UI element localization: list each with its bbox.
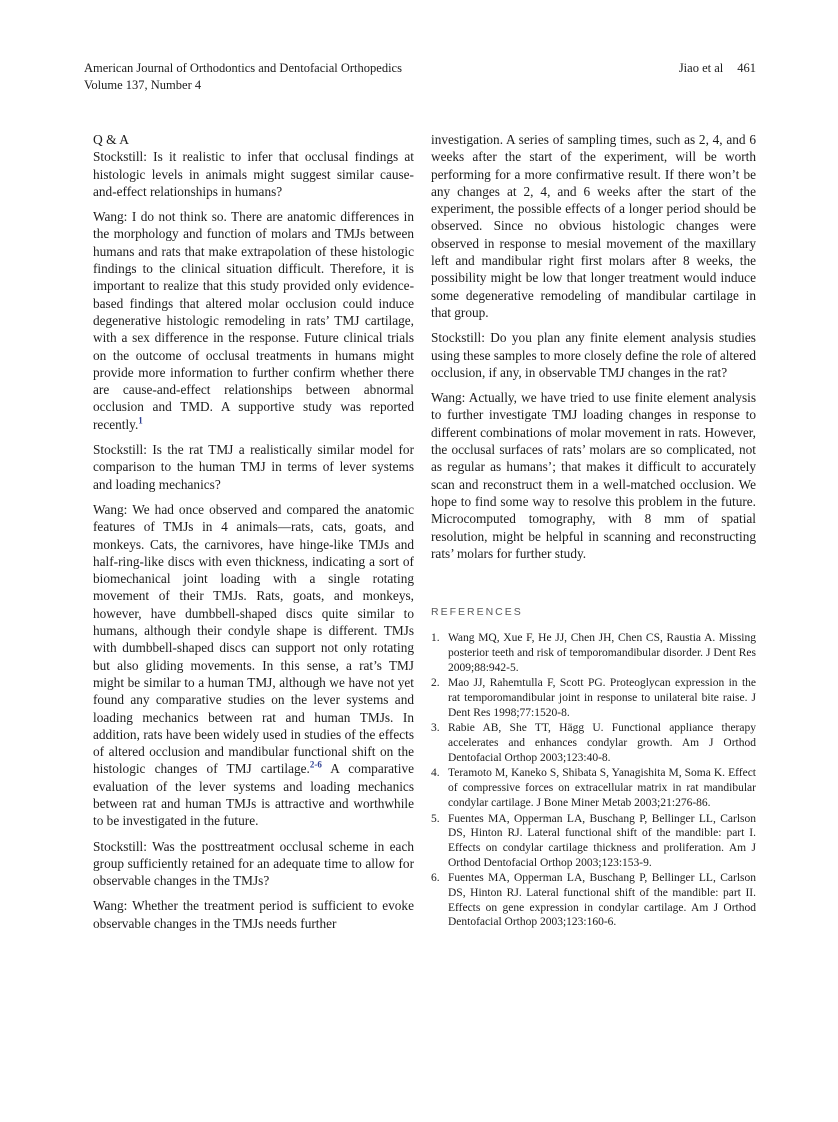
- question-paragraph: Stockstill: Do you plan any finite element analysis studies using these samples to more closely define the role of altered occlusion, if any, in observable TMJ changes in the rat?: [431, 330, 756, 380]
- references-heading: REFERENCES: [431, 606, 523, 619]
- answer-text: Wang: We had once observed and compared the anatomic features of TMJs in 4 animals—rats, cats, goats, and monkeys. Cats, the carnivores, have hinge-like TMJs and half-ring-like discs with even thickness, indicating a sort of biomechanical joint loading with a single rotating movement of their TMJs. Rats, goats, and monkeys, however, have dumbbell-shaped discs quite similar to humans, although their condyle shape is different. TMJs with dumbbell-shaped discs can support not only rotating but also gliding movements. In this sense, a rat’s TMJ might be similar to a human TMJ, although we have not yet found any comparative studies on the lever systems and loading mechanics between rat and human TMJs. In addition, rats have been widely used in studies of the effects of altered occlusion and mandibular functional shift on the histologic changes of TMJ cartilage.: [93, 501, 414, 777]
- answer-paragraph: [93, 208, 414, 433]
- running-head: [679, 60, 756, 77]
- page-header: [84, 60, 756, 93]
- answer-text: Wang: I do not think so. There are anatomic differences in the morphology and function of molars and TMJs between humans and rats that make extrapolation of these histologic findings to the clinical situation difficult. Therefore, it is important to realize that this study provided only evidence-based findings that altered molar occlusion could induce degenerative histologic remodeling in rats’ TMJ cartilage, with a sex difference in the response. Future clinical trials on the outcome of occlusal treatments in humans might provide more information to further confirm whether there are cause-and-effect relationships between abnormal occlusion and TMD. A supportive study was reported recently.: [93, 209, 414, 432]
- reference-text: Mao JJ, Rahemtulla F, Scott PG. Proteoglycan expression in the rat temporomandibular joint in response to unilateral bite raise. J Dent Res 1998;77:1520-8.: [448, 677, 756, 719]
- reference-item: [431, 871, 756, 930]
- page-number: 461: [737, 61, 756, 75]
- journal-title: American Journal of Orthodontics and Dentofacial Orthopedics: [84, 61, 402, 75]
- citation-link-1[interactable]: 1: [138, 415, 143, 426]
- answer-paragraph: [93, 501, 414, 830]
- reference-item: [431, 676, 756, 720]
- answer-paragraph: Wang: Actually, we have tried to use finite element analysis to further investigate TMJ loading changes in response to different combinations of molar movement in rats. However, the occlusal surfaces of rats’ molars are so complicated, not as regular as humans’; that makes it difficult to accurately scan and reconstruct them in a well-matched occlusion. We hope to find some way to resolve this problem in the future. Microcomputed tomography, with 8 mm of spatial resolution, might be helpful in scanning and reconstructing rats’ molars for further study.: [431, 390, 756, 561]
- reference-text: Fuentes MA, Opperman LA, Buschang P, Bellinger LL, Carlson DS, Hinton RJ. Lateral functional shift of the mandible: part I. Effects on condylar cartilage thickness and proliferation. Am J Orthod Dentofacial Orthop 2003;123:153-9.: [448, 812, 756, 869]
- reference-text: Teramoto M, Kaneko S, Shibata S, Yanagishita M, Soma K. Effect of compressive forces on extracellular matrix in rat mandibular condylar cartilage. J Bone Miner Metab 2003;21:276-86.: [448, 767, 756, 809]
- reference-item: [431, 721, 756, 765]
- reference-item: [431, 812, 756, 871]
- question-paragraph: Stockstill: Was the posttreatment occlusal scheme in each group sufficiently retained for an adequate time to allow for observable changes in the TMJs?: [93, 838, 414, 889]
- reference-item: [431, 631, 756, 675]
- references-section: [431, 606, 756, 930]
- running-authors: Jiao et al: [678, 61, 724, 75]
- qa-section-heading: Q & A: [93, 132, 130, 147]
- answer-continuation-paragraph: investigation. A series of sampling times, such as 2, 4, and 6 weeks after the start of the experiment, will be worth performing for a more confirmative result. If there won’t be any changes at 2, 4, and 6 weeks after the start of the experiment, the possible effects of a longer period should be observed. Since no obvious histologic changes were observed in response to mesial movement of the maxillary left and mandibular right first molars after 8 weeks, the possibility might be low that longer treatment would induce some degenerative remodeling of mandibular cartilage in that group.: [431, 132, 756, 320]
- reference-number: 6.: [431, 872, 440, 885]
- reference-item: [431, 766, 756, 810]
- reference-text: Wang MQ, Xue F, He JJ, Chen JH, Chen CS, Raustia A. Missing posterior teeth and risk of temporomandibular disorder. J Dent Res 2009;88:942-5.: [448, 632, 756, 674]
- reference-text: Rabie AB, She TT, Hägg U. Functional appliance therapy accelerates and enhances condylar growth. Am J Orthod Dentofacial Orthop 2003;123:40-8.: [448, 722, 756, 764]
- answer-paragraph: Wang: Whether the treatment period is sufficient to evoke observable changes in the TMJs needs further: [93, 898, 414, 931]
- reference-text: Fuentes MA, Opperman LA, Buschang P, Bellinger LL, Carlson DS, Hinton RJ. Lateral functional shift of the mandible: part II. Effects on gene expression in condylar cartilage. Am J Orthod Dentofacial Orthop 2003;123:160-6.: [448, 872, 756, 929]
- journal-masthead: [84, 60, 402, 93]
- reference-number: 1.: [431, 632, 440, 645]
- reference-number: 4.: [431, 767, 440, 780]
- question-paragraph: Stockstill: Is the rat TMJ a realistically similar model for comparison to the human TMJ in terms of lever systems and loading mechanics?: [93, 442, 414, 492]
- question-paragraph: Stockstill: Is it realistic to infer that occlusal findings at histologic levels in animals might suggest similar cause-and-effect relationships in humans?: [93, 149, 414, 199]
- reference-number: 5.: [431, 812, 440, 825]
- article-body: [93, 131, 756, 932]
- answer-text: A comparative evaluation of the lever systems and loading mechanics between rat and human TMJs is attractive and worthwhile to be investigated in the future.: [93, 761, 414, 829]
- right-column: [431, 131, 756, 932]
- citation-link-2-6[interactable]: 2-6: [309, 759, 322, 770]
- reference-number: 3.: [431, 722, 440, 735]
- journal-issue: Volume 137, Number 4: [84, 77, 202, 92]
- reference-number: 2.: [431, 677, 440, 690]
- left-column: [93, 131, 414, 932]
